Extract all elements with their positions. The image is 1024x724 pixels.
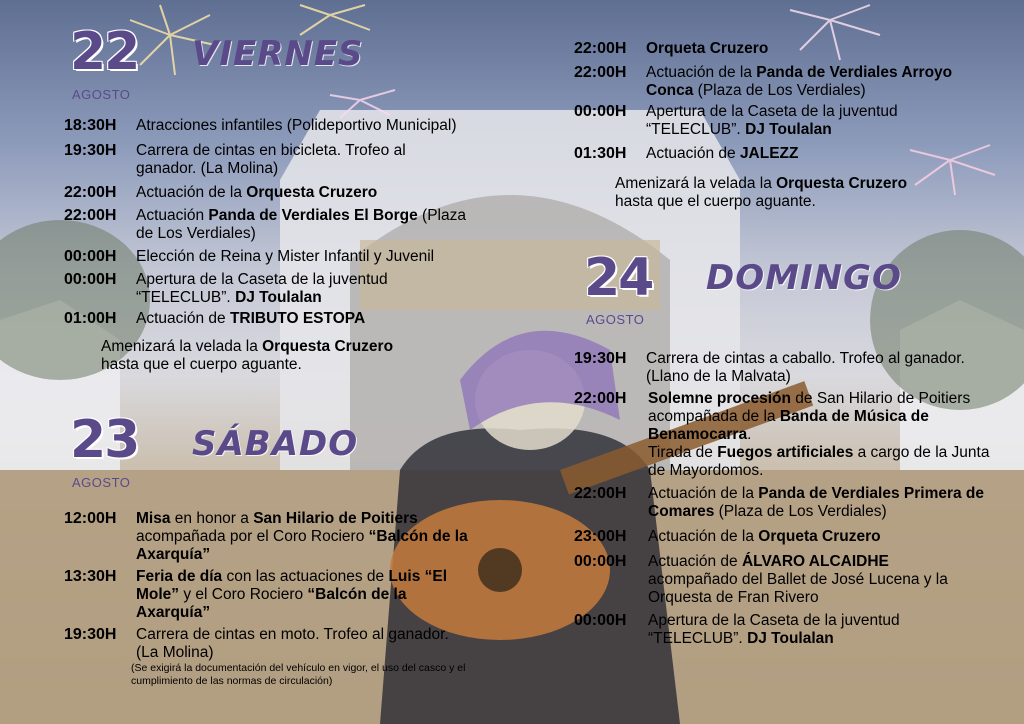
event-time: 19:30H — [64, 626, 117, 643]
event-title: Misa — [136, 510, 171, 527]
event-time: 00:00H — [64, 248, 117, 265]
event-performer: Orqueta Cruzero — [758, 528, 881, 545]
event-time: 01:30H — [574, 145, 627, 162]
event-performer: DJ Toulalan — [235, 289, 322, 306]
note-text: Amenizará la velada la — [101, 338, 263, 355]
footnote-line2: cumplimiento de las normas de circulación) — [131, 675, 333, 687]
event-time: 19:30H — [574, 350, 627, 367]
event-time: 22:00H — [574, 485, 627, 502]
event-performer-cont: Conca — [646, 82, 694, 99]
note-performer: Orquesta Cruzero — [776, 175, 908, 192]
event-choir: “Balcón de la — [368, 528, 468, 545]
event-text-line2: de Los Verdiales) — [136, 225, 256, 242]
event-text-line5: de Mayordomos. — [648, 462, 764, 479]
guitar-sound-hole — [478, 548, 522, 592]
event-text-line2: (Llano de la Malvata) — [646, 368, 791, 385]
event-performer: Orqueta Cruzero — [646, 40, 769, 57]
event-time: 00:00H — [574, 103, 627, 120]
event-time: 13:30H — [64, 568, 117, 585]
event-choir: “Balcón de la — [307, 586, 407, 603]
event-time: 01:00H — [64, 310, 117, 327]
day-number-22: 22 — [70, 22, 139, 82]
day-name-sabado: SÁBADO — [192, 424, 359, 464]
event-text-line1: Apertura de la Caseta de la juventud — [136, 271, 388, 288]
event-time: 00:00H — [64, 271, 117, 288]
event-text: Actuación de la — [648, 485, 759, 502]
event-performer: TRIBUTO ESTOPA — [229, 310, 366, 327]
event-text: Elección de Reina y Mister Infantil y Juvenil — [136, 248, 435, 265]
day-name-domingo: DOMINGO — [706, 258, 902, 298]
event-text-line2: acompañado del Ballet de José Lucena y la — [648, 571, 948, 588]
event-performer: Panda de Verdiales Primera de — [758, 485, 985, 502]
event-text: con las actuaciones de — [222, 568, 389, 585]
note-text-line2: hasta que el cuerpo aguante. — [615, 193, 816, 210]
event-text: de San Hilario de Poitiers — [790, 390, 971, 407]
firework-2 — [300, 5, 370, 35]
event-fireworks: Fuegos artificiales — [717, 444, 854, 461]
day-number-23: 23 — [70, 410, 139, 470]
event-performer-cont: Comares — [648, 503, 715, 520]
event-text: (Plaza de Los Verdiales) — [693, 82, 866, 99]
event-performer: DJ Toulalan — [747, 630, 834, 647]
event-text-line1: Apertura de la Caseta de la juventud — [648, 612, 900, 629]
event-time: 22:00H — [574, 64, 627, 81]
event-text-line1: Apertura de la Caseta de la juventud — [646, 103, 898, 120]
month-label-24: AGOSTO — [586, 312, 645, 327]
event-honoree: San Hilario de Poitiers — [253, 510, 418, 527]
firework-4 — [790, 5, 880, 60]
footnote-line1: (Se exigirá la documentación del vehículo en vigor, el uso del casco y el — [131, 662, 466, 674]
event-performer: Panda de Verdiales Arroyo — [756, 64, 953, 81]
event-text: Actuación de — [648, 553, 742, 570]
event-band-cont: Benamocarra — [648, 426, 748, 443]
sabado-moto-footnote — [131, 662, 531, 688]
note-text: Amenizará la velada la — [615, 175, 777, 192]
event-text: acompañada por el Coro Rociero — [136, 528, 369, 545]
event-choir-cont: Axarquía” — [136, 546, 211, 563]
event-text-line2: ganador. (La Molina) — [136, 160, 279, 177]
event-text-line2: (La Molina) — [136, 644, 214, 661]
cont-closing-note — [615, 175, 1005, 211]
event-time: 12:00H — [64, 510, 117, 527]
day-name-viernes: VIERNES — [192, 34, 364, 74]
event-text: acompañada de la — [648, 408, 780, 425]
tree-right — [870, 230, 1024, 410]
event-text: en honor a — [170, 510, 254, 527]
event-time: 22:00H — [574, 40, 627, 57]
event-time: 22:00H — [64, 207, 117, 224]
event-text-line3: Orquesta de Fran Rivero — [648, 589, 819, 606]
event-text: “TELECLUB”. — [646, 121, 746, 138]
event-text: Actuación de — [646, 145, 740, 162]
event-text: Actuación de — [136, 310, 230, 327]
day-number-24: 24 — [584, 248, 653, 308]
event-performer: ÁLVARO ALCAIDHE — [741, 553, 889, 570]
event-title: Feria de día — [136, 568, 223, 585]
event-text: (Plaza de Los Verdiales) — [714, 503, 887, 520]
event-performer: Luis “El — [388, 568, 448, 585]
event-time: 00:00H — [574, 553, 627, 570]
event-text: “TELECLUB”. — [136, 289, 236, 306]
event-text: Tirada de — [648, 444, 718, 461]
event-text-line1: Carrera de cintas en moto. Trofeo al ganador. — [136, 626, 449, 643]
event-performer: DJ Toulalan — [745, 121, 832, 138]
event-text: Actuación de la — [646, 64, 757, 81]
event-time: 00:00H — [574, 612, 627, 629]
event-text: y el Coro Rociero — [179, 586, 308, 603]
event-time: 22:00H — [64, 184, 117, 201]
event-title: Solemne procesión — [648, 390, 791, 407]
event-text-post: (Plaza — [417, 207, 466, 224]
note-performer: Orquesta Cruzero — [262, 338, 394, 355]
event-text: Actuación de la — [136, 184, 247, 201]
month-label-23: AGOSTO — [72, 475, 131, 490]
event-text: a cargo de la Junta — [853, 444, 990, 461]
viernes-closing-note — [101, 338, 501, 374]
event-text: Actuación — [136, 207, 209, 224]
event-text: Atracciones infantiles (Polideportivo Municipal) — [136, 117, 457, 134]
event-time: 18:30H — [64, 117, 117, 134]
event-text: Actuación de la — [648, 528, 759, 545]
event-text: “TELECLUB”. — [648, 630, 748, 647]
month-label-22: AGOSTO — [72, 87, 131, 102]
event-performer: Orquesta Cruzero — [246, 184, 378, 201]
event-text-line1: Carrera de cintas en bicicleta. Trofeo al — [136, 142, 406, 159]
event-band: Banda de Música de — [779, 408, 929, 425]
event-time: 23:00H — [574, 528, 627, 545]
event-time: 22:00H — [574, 390, 627, 407]
event-time: 19:30H — [64, 142, 117, 159]
event-text-line1: Carrera de cintas a caballo. Trofeo al ganador. — [646, 350, 965, 367]
event-choir-cont: Axarquía” — [136, 604, 211, 621]
note-text-line2: hasta que el cuerpo aguante. — [101, 356, 302, 373]
event-text: . — [747, 426, 752, 443]
event-performer: Panda de Verdiales El Borge — [208, 207, 418, 224]
event-performer-cont: Mole” — [136, 586, 180, 603]
event-performer: JALEZZ — [739, 145, 799, 162]
